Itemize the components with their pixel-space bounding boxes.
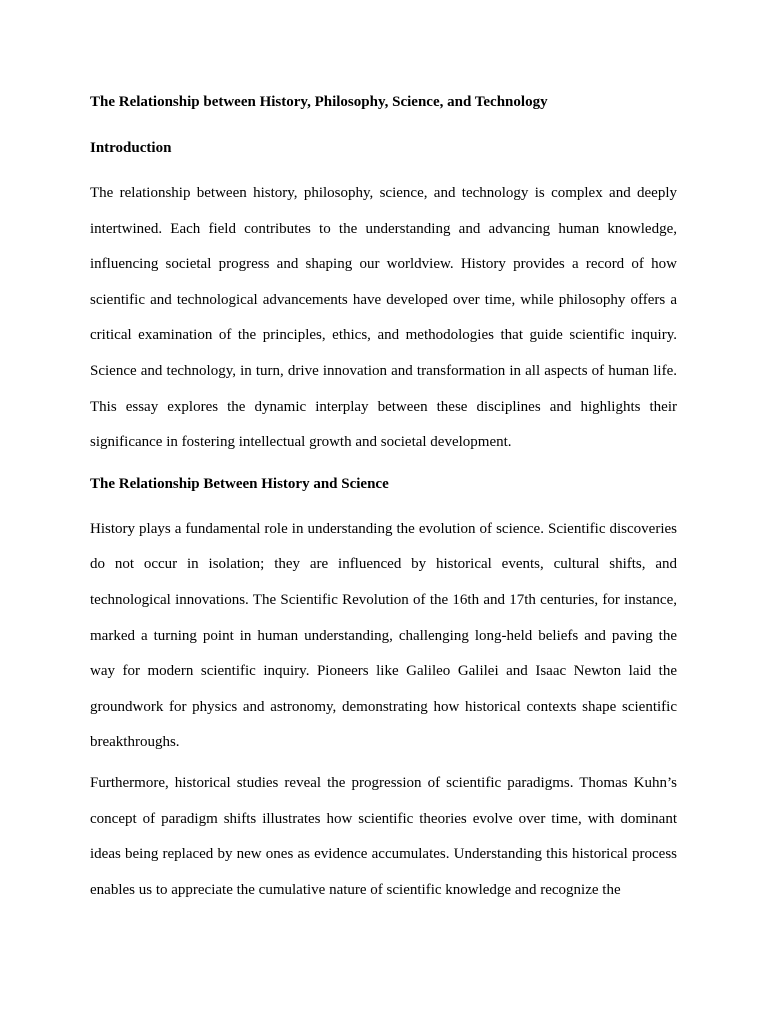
section-heading-introduction: Introduction [90, 140, 172, 156]
paragraph: Furthermore, historical studies reveal the progression of scientific paradigms. Thomas Kuhn’s concept of paradigm shifts illustrates how scientific theories evolve over time, with dominant ideas being replaced by new ones as evidence accumulates. Understanding this historical process enables us to appreciate the cumulative nature of scientific knowledge and recognize the [90, 774, 677, 898]
paragraph: History plays a fundamental role in understanding the evolution of science. Scientific discoveries do not occur in isolation; they are influenced by historical events, cultural shifts, and technological innovations. The Scientific Revolution of the 16th and 17th centuries, for instance, marked a turning point in human understanding, challenging long-held beliefs and paving the way for modern scientific inquiry. Pioneers like Galileo Galilei and Isaac Newton laid the groundwork for physics and astronomy, demonstrating how historical contexts shape scientific breakthroughs. [90, 520, 677, 751]
document-title: The Relationship between History, Philosophy, Science, and Technology [90, 94, 548, 110]
section-heading-history-science: The Relationship Between History and Science [90, 475, 389, 492]
paragraph: The relationship between history, philosophy, science, and technology is complex and deeply intertwined. Each field contributes to the understanding and advancing human knowledge, influencing societal progress and shaping our worldview. History provides a record of how scientific and technological advancements have developed over time, while philosophy offers a critical examination of the principles, ethics, and methodologies that guide scientific inquiry. Science and technology, in turn, drive innovation and transformation in all aspects of human life. This essay explores the dynamic interplay between these disciplines and highlights their significance in fostering intellectual growth and societal development. [90, 185, 677, 451]
document-page [90, 90, 677, 919]
